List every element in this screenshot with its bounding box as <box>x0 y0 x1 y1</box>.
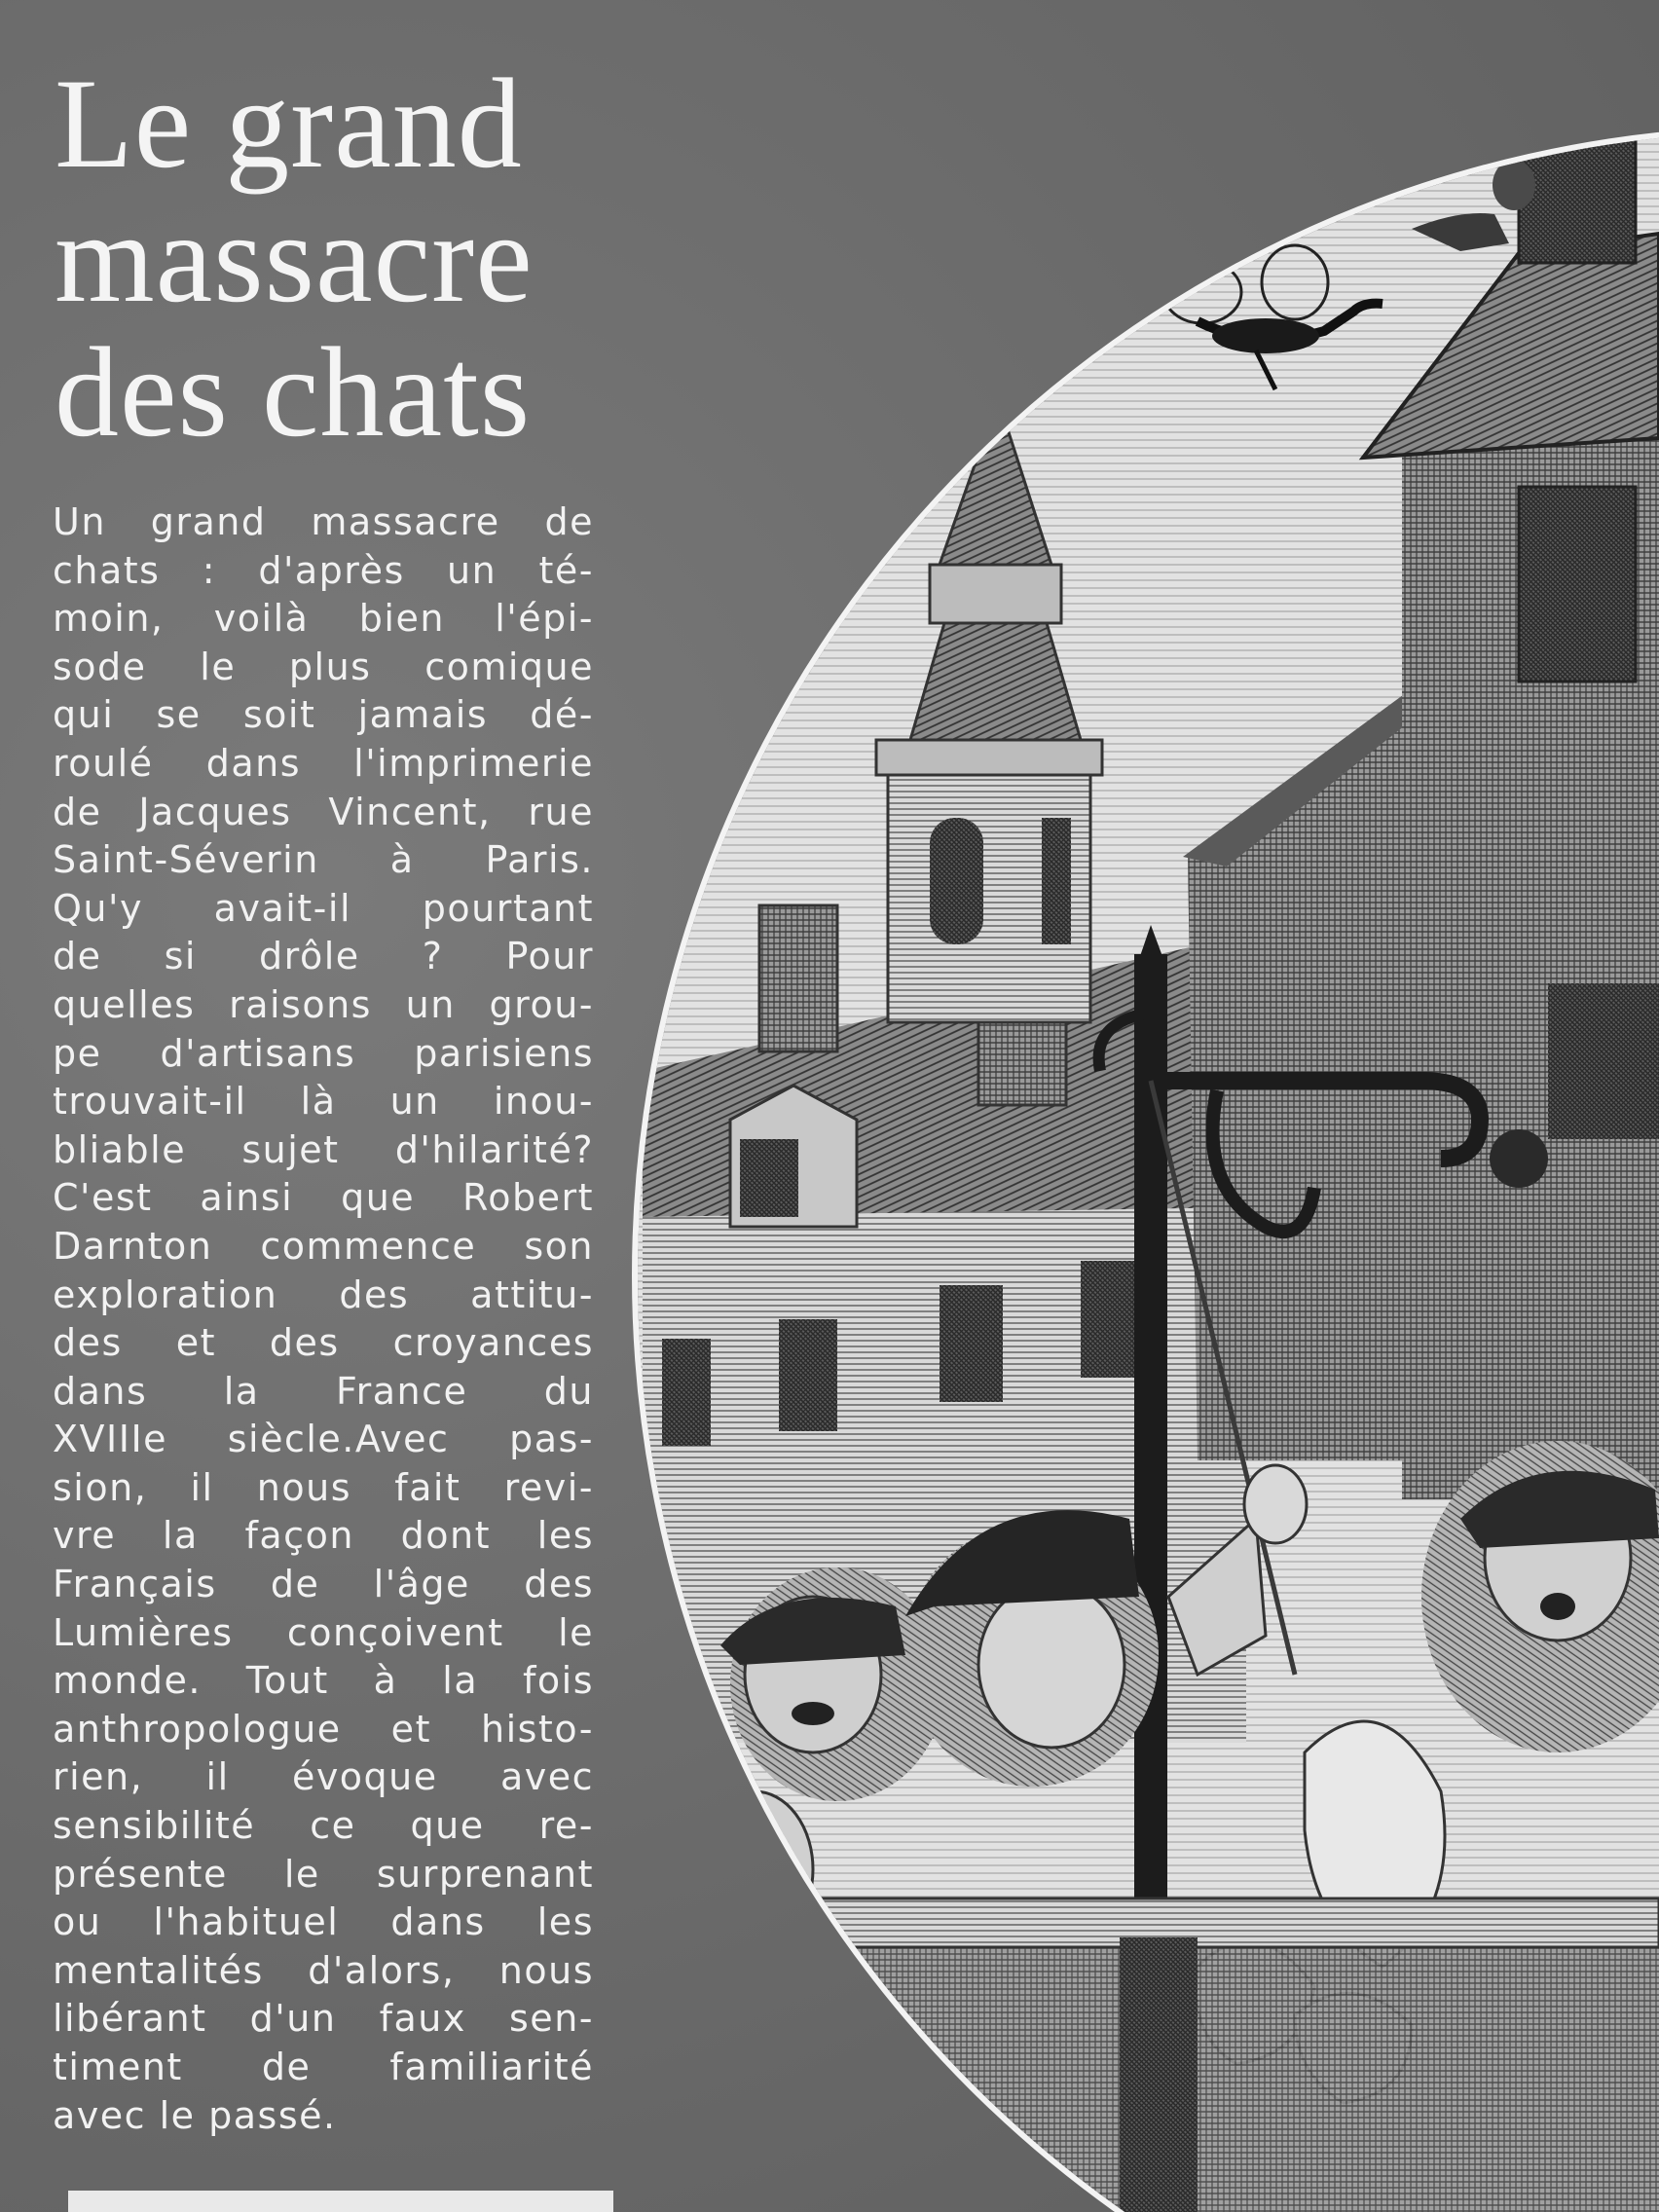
blurb-line: Français de l'âge des <box>53 1563 594 1606</box>
blurb-line: chats : d'après un té- <box>53 548 594 592</box>
blurb-line: bliable sujet d'hilarité? <box>53 1127 594 1171</box>
blurb-line: Darnton commence son <box>53 1224 594 1268</box>
blurb-line: exploration des attitu- <box>53 1272 594 1316</box>
blurb-line: dans la France du <box>53 1369 594 1413</box>
blurb-line: vre la façon dont les <box>53 1514 594 1558</box>
title-line-2: massacre <box>55 186 534 329</box>
blurb-line: libérant d'un faux sen- <box>53 1997 594 2041</box>
blurb-line: sion, il nous fait revi- <box>53 1465 594 1509</box>
blurb-line: monde. Tout à la fois <box>53 1659 594 1703</box>
blurb-line: XVIIIe siècle.Avec pas- <box>53 1418 594 1461</box>
blurb-line: rien, il évoque avec <box>53 1755 594 1799</box>
blurb-line: présente le surprenant <box>53 1852 594 1896</box>
blurb-line: pe d'artisans parisiens <box>53 1031 594 1075</box>
blurb-line: Lumières conçoivent le <box>53 1610 594 1654</box>
blurb-line: des et des croyances <box>53 1321 594 1365</box>
blurb-line: Un grand massacre de <box>53 500 594 543</box>
blurb-line: mentalités d'alors, nous <box>53 1948 594 1992</box>
blurb-line: Saint-Séverin à Paris. <box>53 838 594 882</box>
blurb-line: anthropologue et histo- <box>53 1707 594 1751</box>
title-line-1: Le grand <box>55 52 523 195</box>
blurb-line: trouvait-il là un inou- <box>53 1080 594 1124</box>
title-line-3: des chats <box>55 320 532 463</box>
blurb-line: sode le plus comique <box>53 645 594 688</box>
blurb-line: quelles raisons un grou- <box>53 982 594 1026</box>
blurb-line: de Jacques Vincent, rue <box>53 790 594 833</box>
blurb-line: moin, voilà bien l'épi- <box>53 597 594 641</box>
blurb-line: avec le passé. <box>53 2093 337 2137</box>
blurb-line: ou l'habituel dans les <box>53 1900 594 1944</box>
blurb-line: timent de familiarité <box>53 2046 594 2088</box>
bottom-label-strip <box>68 2191 613 2212</box>
blurb-line: Qu'y avait-il pourtant <box>53 886 594 930</box>
blurb-line: qui se soit jamais dé- <box>53 693 594 737</box>
blurb-line: C'est ainsi que Robert <box>53 1176 594 1220</box>
blurb-line: sensibilité ce que re- <box>53 1804 594 1848</box>
blurb-line: roulé dans l'imprimerie <box>53 741 594 785</box>
blurb-line: de si drôle ? Pour <box>53 935 594 978</box>
